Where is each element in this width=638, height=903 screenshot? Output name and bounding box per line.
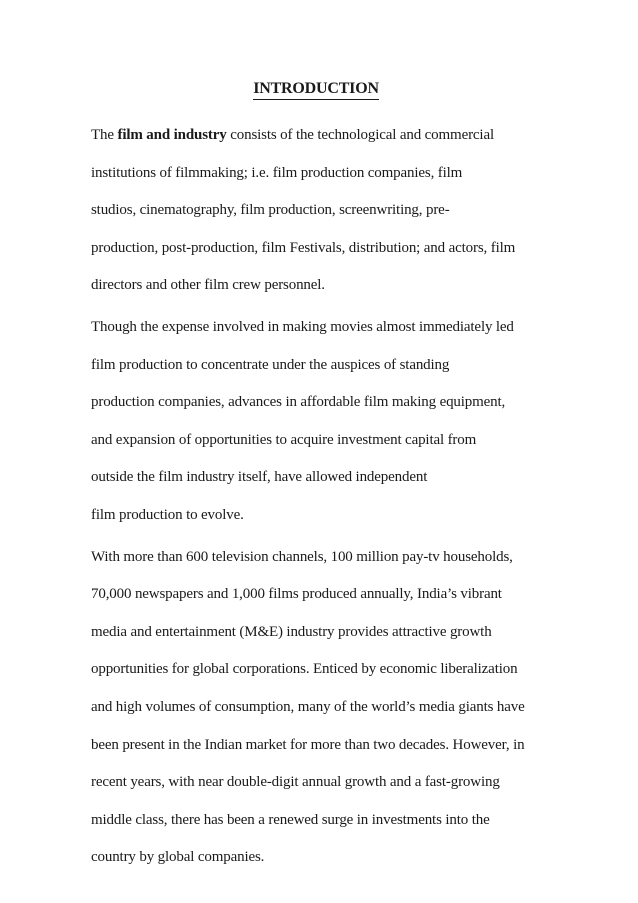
text-line: been present in the Indian market for more than two decades. However, in [91,736,525,753]
text-line: country by global companies. [91,849,265,866]
bold-term: film and industry [117,127,227,143]
text-line: opportunities for global corporations. Enticed by economic liberalization [91,661,518,678]
text-line: media and entertainment (M&E) industry provides attractive growth [91,623,492,640]
text-line: 70,000 newspapers and 1,000 films produced annually, India’s vibrant [91,586,502,603]
document-body [91,117,551,881]
text-segment: consists of the technological and commercial [226,127,494,143]
text-line: middle class, there has been a renewed surge in investments into the [91,811,490,828]
text-line: With more than 600 television channels, 100 million pay-tv households, [91,548,513,565]
text-line: and high volumes of consumption, many of the world’s media giants have [91,698,525,715]
paragraph-1 [91,117,551,305]
text-line: outside the film industry itself, have allowed independent [91,469,428,486]
text-line: Though the expense involved in making movies almost immediately led [91,318,514,335]
text-line: institutions of filmmaking; i.e. film production companies, film [91,164,463,181]
text-line: recent years, with near double-digit annual growth and a fast-growing [91,774,500,791]
text-line: film production to evolve. [91,506,244,523]
text-line: production companies, advances in affordable film making equipment, [91,394,506,411]
text-line: and expansion of opportunities to acquire investment capital from [91,431,477,448]
text-segment: The [91,127,118,143]
text-line: production, post-production, film Festivals, distribution; and actors, film [91,239,516,256]
paragraph-2 [91,309,551,535]
page-title [0,80,630,100]
text-line [91,117,551,155]
paragraph-3 [91,539,551,877]
page-title-text: INTRODUCTION [253,80,379,100]
text-line: film production to concentrate under the auspices of standing [91,356,450,373]
text-line: directors and other film crew personnel. [91,277,325,294]
text-line: studios, cinematography, film production, screenwriting, pre- [91,202,450,219]
